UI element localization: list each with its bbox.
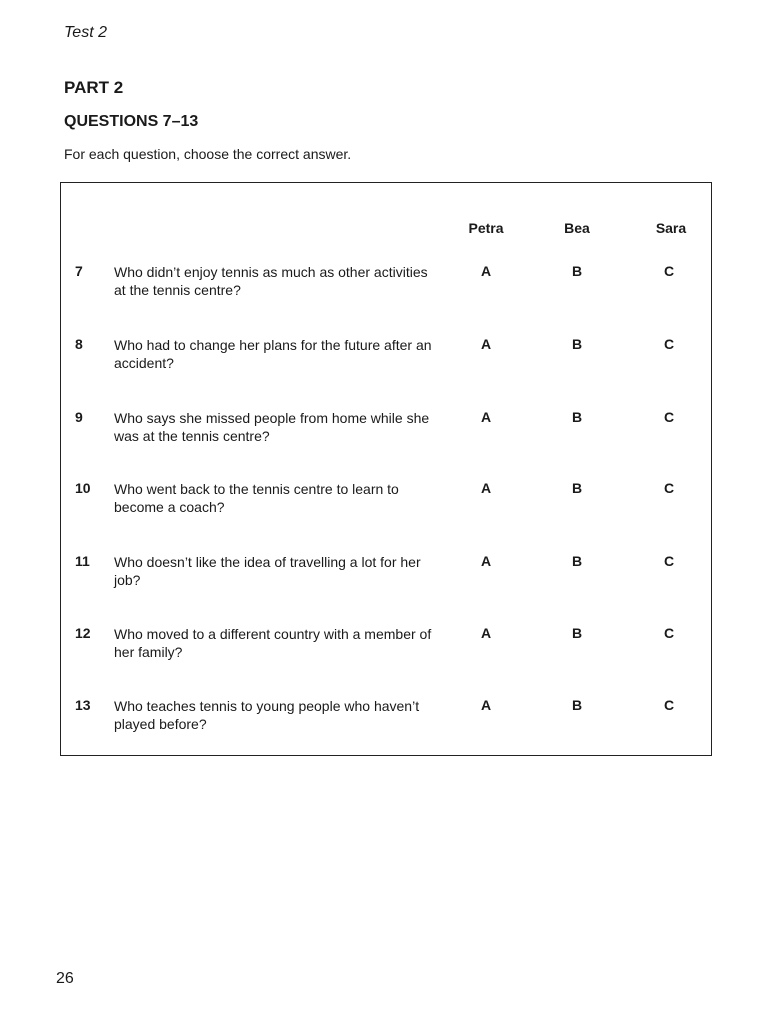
question-row: [61, 625, 711, 685]
option-c[interactable]: C: [663, 336, 675, 352]
option-c[interactable]: C: [663, 480, 675, 496]
option-a[interactable]: A: [480, 480, 492, 496]
option-a[interactable]: A: [480, 336, 492, 352]
question-number: 10: [75, 480, 91, 496]
page-number: 26: [56, 970, 74, 987]
question-text: Who had to change her plans for the future after an accident?: [114, 337, 432, 371]
option-b[interactable]: B: [571, 336, 583, 352]
question-row: [61, 480, 711, 540]
question-number: 13: [75, 697, 91, 713]
question-text: Who doesn’t like the idea of travelling a lot for her job?: [114, 554, 421, 588]
question-text: Who went back to the tennis centre to learn to become a coach?: [114, 481, 399, 515]
option-b[interactable]: B: [571, 263, 583, 279]
column-header-petra: Petra: [468, 220, 504, 236]
option-c[interactable]: C: [663, 625, 675, 641]
question-row: [61, 553, 711, 613]
option-b[interactable]: B: [571, 697, 583, 713]
question-number: 7: [75, 263, 83, 279]
instructions: For each question, choose the correct answer.: [64, 146, 352, 162]
column-header-bea: Bea: [564, 220, 590, 236]
option-b[interactable]: B: [571, 553, 583, 569]
question-row: [61, 697, 711, 757]
option-a[interactable]: A: [480, 697, 492, 713]
option-b[interactable]: B: [571, 625, 583, 641]
option-c[interactable]: C: [663, 263, 675, 279]
option-c[interactable]: C: [663, 409, 675, 425]
question-text: Who says she missed people from home while she was at the tennis centre?: [114, 410, 430, 444]
questions-title: QUESTIONS 7–13: [64, 113, 199, 130]
column-header-sara: Sara: [655, 220, 687, 236]
question-text: Who moved to a different country with a member of her family?: [114, 626, 432, 660]
question-number: 11: [75, 553, 90, 569]
question-number: 8: [75, 336, 83, 352]
option-a[interactable]: A: [480, 263, 492, 279]
option-c[interactable]: C: [663, 697, 675, 713]
question-number: 9: [75, 409, 83, 425]
option-a[interactable]: A: [480, 625, 492, 641]
option-b[interactable]: B: [571, 480, 583, 496]
question-row: [61, 263, 711, 323]
option-b[interactable]: B: [571, 409, 583, 425]
part-title: PART 2: [64, 78, 124, 97]
question-table: [60, 182, 712, 756]
option-a[interactable]: A: [480, 409, 492, 425]
question-row: [61, 409, 711, 469]
running-head: Test 2: [64, 24, 107, 41]
option-a[interactable]: A: [480, 553, 492, 569]
question-text: Who teaches tennis to young people who haven’t played before?: [114, 698, 420, 732]
question-text: Who didn’t enjoy tennis as much as other activities at the tennis centre?: [114, 264, 428, 298]
question-number: 12: [75, 625, 91, 641]
question-row: [61, 336, 711, 396]
option-c[interactable]: C: [663, 553, 675, 569]
